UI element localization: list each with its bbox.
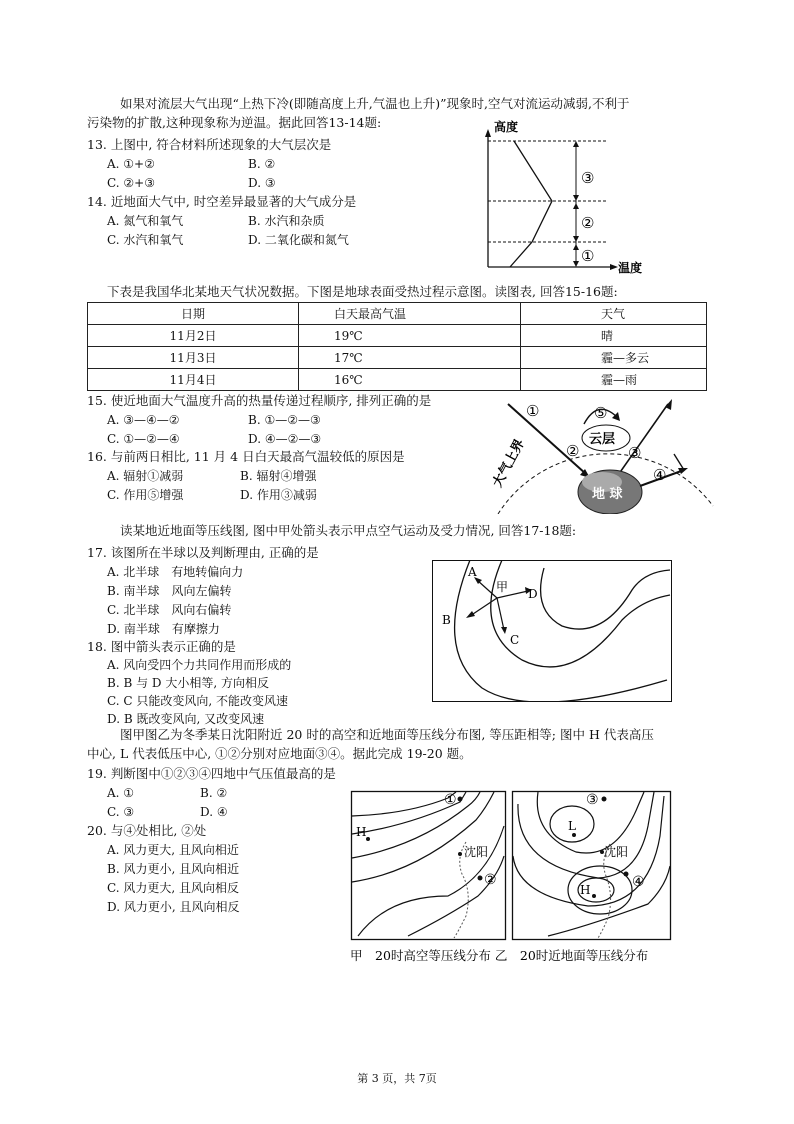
right-high-label: H: [580, 883, 591, 897]
site-2-label: ②: [484, 872, 497, 888]
q13-stem: 13. 上图中, 符合材料所述现象的大气层次是: [87, 137, 332, 152]
q16-option-b: B. 辐射④增强: [240, 469, 317, 483]
q14-option-a: A. 氮气和氧气: [107, 214, 184, 228]
force-b-label: B: [442, 613, 451, 627]
right-shenyang-label: 沈阳: [604, 845, 629, 859]
q19-option-c: C. ③: [107, 805, 135, 819]
q20-option-d: D. 风力更小, 且风向相反: [107, 900, 240, 914]
q15-stem: 15. 使近地面大气温度升高的热量传递过程顺序, 排列正确的是: [87, 393, 432, 408]
intro-15-16: 下表是我国华北某地天气状况数据。下图是地球表面受热过程示意图。读图表, 回答15-16题:: [107, 284, 618, 299]
layer-1-label: ①: [581, 247, 595, 265]
q20-option-b: B. 风力更小, 且风向相近: [107, 862, 240, 876]
q14-option-d: D. 二氧化碳和氮气: [248, 233, 349, 247]
q20-stem: 20. 与④处相比, ②处: [87, 823, 207, 838]
label-3: ③: [628, 444, 642, 462]
intro-19-20-line1: 图甲图乙为冬季某日沈阳附近 20 时的高空和近地面等压线分布图, 等压距相等; 图中 H 代表高压: [120, 727, 654, 742]
force-a-label: A: [468, 565, 477, 579]
table-cell: 11月3日: [88, 347, 299, 369]
table-header-weather: 天气: [521, 303, 707, 325]
point-jia-label: 甲: [496, 580, 509, 594]
q15-option-a: A. ③—④—②: [107, 413, 180, 427]
force-c-label: C: [510, 633, 520, 647]
q18-option-a: A. 风向受四个力共同作用而形成的: [107, 658, 292, 672]
page-footer: 第 3 页，共 7页: [357, 1072, 437, 1085]
site-3-label: ③: [586, 792, 599, 808]
q19-option-a: A. ①: [107, 786, 135, 800]
q17-option-b: B. 南半球 风向左偏转: [107, 584, 232, 598]
q16-option-c: C. 作用⑤增强: [107, 488, 184, 502]
table-cell: 晴: [521, 325, 707, 347]
layer-2-label: ②: [581, 214, 595, 232]
atmosphere-upper-boundary-label: 大气上界: [490, 436, 528, 490]
q13-option-b: B. ②: [248, 157, 276, 171]
q16-stem: 16. 与前两日相比, 11 月 4 日白天最高气温较低的原因是: [87, 449, 405, 464]
q13-option-c: C. ②+③: [107, 176, 155, 190]
q17-option-d: D. 南半球 有摩擦力: [107, 622, 220, 636]
q18-option-d: D. B 既改变风向, 又改变风速: [107, 712, 265, 726]
q15-option-c: C. ①—②—④: [107, 432, 180, 446]
table-header-row: [88, 303, 707, 325]
q17-option-c: C. 北半球 风向右偏转: [107, 603, 232, 617]
table-cell: 17℃: [299, 347, 521, 369]
left-high-label: H: [356, 825, 367, 839]
shenyang-isobar-maps: [348, 786, 674, 968]
table-header-date: 日期: [88, 303, 299, 325]
table-cell: 11月2日: [88, 325, 299, 347]
site-4-label: ④: [632, 874, 645, 890]
intro-13-14-line1: 如果对流层大气出现“上热下冷(即随高度上升,气温也上升)”现象时,空气对流运动减弱,不利于: [120, 96, 630, 111]
q18-stem: 18. 图中箭头表示正确的是: [87, 639, 236, 654]
q13-option-a: A. ①+②: [107, 157, 155, 171]
table-cell: 19℃: [299, 325, 521, 347]
table-header-temp: 白天最高气温: [299, 303, 521, 325]
q19-option-b: B. ②: [200, 786, 228, 800]
q17-option-a: A. 北半球 有地转偏向力: [107, 565, 244, 579]
q20-option-c: C. 风力更大, 且风向相反: [107, 881, 240, 895]
intro-17-18: 读某地近地面等压线图, 图中甲处箭头表示甲点空气运动及受力情况, 回答17-18题:: [120, 523, 577, 538]
q19-stem: 19. 判断图中①②③④四地中气压值最高的是: [87, 766, 336, 781]
maps-caption: 甲 20时高空等压线分布 乙 20时近地面等压线分布: [350, 948, 649, 963]
q15-option-d: D. ④—②—③: [248, 432, 322, 446]
q14-option-b: B. 水汽和杂质: [248, 214, 325, 228]
q14-option-c: C. 水汽和氧气: [107, 233, 184, 247]
heating-process-figure: [488, 396, 723, 514]
q16-option-a: A. 辐射①减弱: [107, 469, 184, 483]
isobar-force-figure: [432, 560, 672, 702]
q18-option-c: C. C 只能改变风向, 不能改变风速: [107, 694, 289, 708]
table-row: [88, 325, 707, 347]
q15-option-b: B. ①—②—③: [248, 413, 321, 427]
label-4: ④: [653, 466, 667, 484]
table-cell: 霾—雨: [521, 369, 707, 391]
weather-table: [87, 302, 707, 391]
intro-13-14-line2: 污染物的扩散,这种现象称为逆温。据此回答13-14题:: [87, 115, 382, 130]
q19-option-d: D. ④: [200, 805, 228, 819]
x-axis-label: 温度: [618, 261, 643, 275]
right-low-label: L: [568, 819, 576, 833]
table-cell: 16℃: [299, 369, 521, 391]
intro-19-20-line2: 中心, L 代表低压中心, ①②分别对应地面③④。据此完成 19-20 题。: [87, 746, 472, 761]
cloud-label: 云层: [589, 432, 616, 447]
q18-option-b: B. B 与 D 大小相等, 方向相反: [107, 676, 269, 690]
label-2: ②: [566, 442, 580, 460]
inversion-figure: [480, 115, 660, 275]
q16-option-d: D. 作用③减弱: [240, 488, 317, 502]
label-1: ①: [526, 402, 540, 420]
site-1-label: ①: [444, 792, 457, 808]
table-row: [88, 369, 707, 391]
layer-3-label: ③: [581, 169, 595, 187]
q14-stem: 14. 近地面大气中, 时空差异最显著的大气成分是: [87, 194, 357, 209]
label-5: ⑤: [594, 404, 608, 422]
table-cell: 霾—多云: [521, 347, 707, 369]
table-cell: 11月4日: [88, 369, 299, 391]
q17-stem: 17. 该图所在半球以及判断理由, 正确的是: [87, 545, 319, 560]
q13-option-d: D. ③: [248, 176, 276, 190]
y-axis-label: 高度: [494, 120, 519, 134]
left-shenyang-label: 沈阳: [464, 845, 489, 859]
earth-label: 地 球: [592, 487, 623, 502]
q20-option-a: A. 风力更大, 且风向相近: [107, 843, 239, 857]
force-d-label: D: [528, 587, 538, 601]
table-row: [88, 347, 707, 369]
